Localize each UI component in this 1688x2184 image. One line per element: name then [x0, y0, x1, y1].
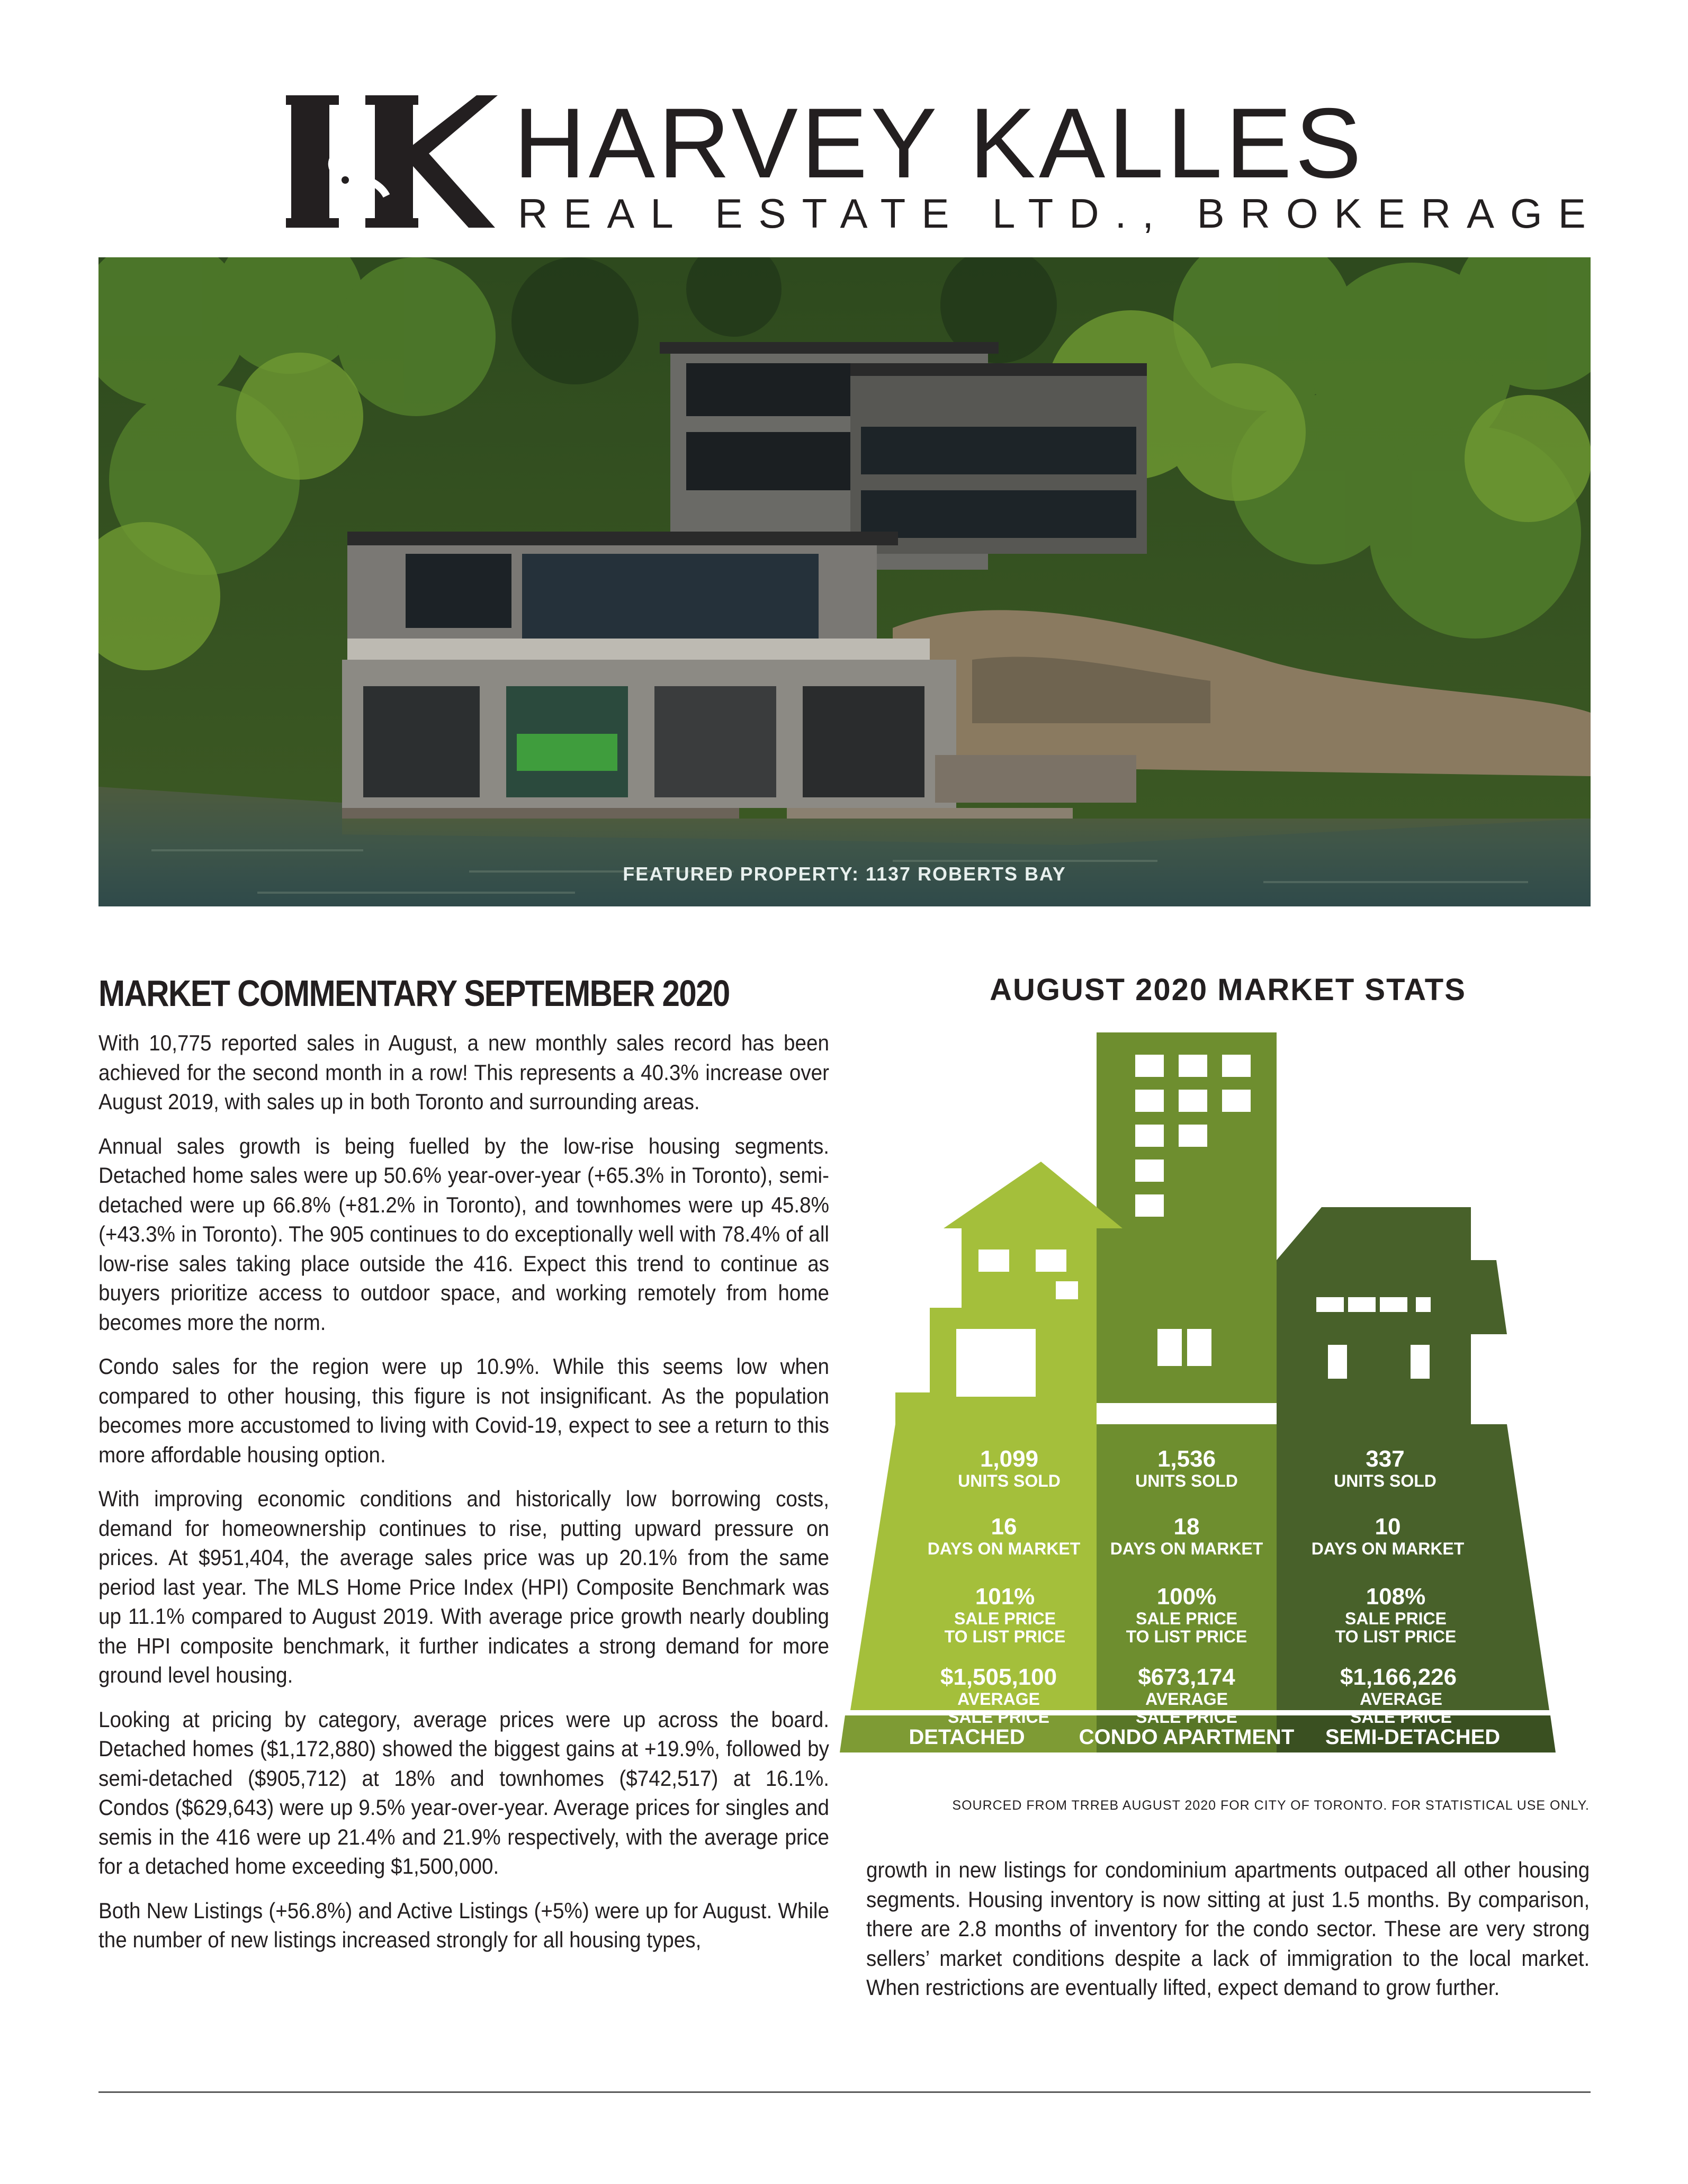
- avg-label-1: AVERAGE: [957, 1689, 1040, 1709]
- semi-dom: 10: [1375, 1514, 1401, 1540]
- featured-property-photo: [98, 257, 1591, 906]
- detached-ratio: 101%: [975, 1584, 1035, 1610]
- lakefront-house-image: [98, 257, 1591, 906]
- ratio-label-1: SALE PRICE: [1344, 1609, 1447, 1628]
- semi-house-shape: [1277, 1207, 1507, 1424]
- commentary-paragraph: Both New Listings (+56.8%) and Active Listings (+5%) were up for August. While the number of new listings increased strongly for all housing types,: [98, 1898, 829, 1952]
- commentary-continuation: growth in new listings for condominium apartments outpaced all other housing segments. Housing inventory is now sitting at just 1.5 months. By comparison, there are 2.8 months of inventory for the condo sector. These are very strong sellers’ market conditions despite a lack of immigration to the local market. When restrictions are eventually lifted, expect demand to grow further.: [866, 1857, 1590, 2000]
- avg-label-2: SALE PRICE: [947, 1707, 1050, 1727]
- condo-name: CONDO APARTMENT: [1079, 1725, 1295, 1749]
- commentary-paragraph: Annual sales growth is being fuelled by the low-rise housing segments. Detached home sales were up 50.6% year-over-year (+65.3% in Toronto), semi-detached were up 66.8% (+81.2% in Toronto), and townhomes were up 45.8% (+43.3% in Toronto). The 905 continues to do exceptionally well with 78.4% of all low-rise sales taking place outside the 416. Expect this trend to continue as buyers prioritize access to outdoor space, and working remotely from home becomes more the norm.: [98, 1133, 829, 1335]
- avg-label-1: AVERAGE: [1360, 1689, 1442, 1709]
- brand-logo: [286, 87, 1602, 237]
- commentary-title: MARKET COMMENTARY SEPTEMBER 2020: [98, 973, 730, 1014]
- ratio-label-2: TO LIST PRICE: [1126, 1627, 1247, 1646]
- commentary-paragraph: Condo sales for the region were up 10.9%. While this seems low when compared to other housing, this figure is not insignificant. As the population becomes more accustomed to living with Covid-19, expect to see a return to this more affordable housing option.: [98, 1354, 829, 1467]
- ratio-label-2: TO LIST PRICE: [1335, 1627, 1457, 1646]
- avg-label-2: SALE PRICE: [1350, 1707, 1452, 1727]
- units-label: UNITS SOLD: [1135, 1471, 1238, 1490]
- condo-building-shape: [1097, 1032, 1277, 1403]
- detached-dom: 16: [991, 1514, 1017, 1540]
- stats-title: AUGUST 2020 MARKET STATS: [990, 973, 1466, 1007]
- detached-avg: $1,505,100: [940, 1664, 1057, 1690]
- detached-name: DETACHED: [909, 1725, 1025, 1749]
- stats-source-note: SOURCED FROM TRREB AUGUST 2020 FOR CITY OF TORONTO. FOR STATISTICAL USE ONLY.: [952, 1798, 1590, 1813]
- commentary-paragraph: Looking at pricing by category, average prices were up across the board. Detached homes ($1,172,880) showed the biggest gains at +19.9%, followed by semi-detached ($905,712) at 18% and townhomes ($742,517) at 16.1%. Condos ($629,643) were up 9.5% year-over-year. Average prices for singles and semis in the 416 were up 21.4% and 21.9% respectively, with the average price for a detached home exceeding $1,500,000.: [98, 1706, 829, 1879]
- commentary-paragraph: With 10,775 reported sales in August, a new monthly sales record has been achieved for the second month in a row! This represents a 40.3% increase over August 2019, with sales up in both Toronto and surrounding areas.: [98, 1030, 829, 1114]
- condo-ratio: 100%: [1156, 1584, 1217, 1610]
- commentary-right-column: [866, 1855, 1590, 2017]
- brand-name: HARVEY KALLES: [514, 87, 1365, 199]
- condo-avg: $673,174: [1138, 1664, 1235, 1690]
- condo-dom: 18: [1173, 1514, 1200, 1540]
- dom-label: DAYS ON MARKET: [927, 1539, 1081, 1558]
- commentary-left-column: [98, 1028, 829, 1970]
- semi-ratio: 108%: [1366, 1584, 1426, 1610]
- market-stats-graphic: [787, 1032, 1565, 1758]
- commentary-paragraph: With improving economic conditions and historically low borrowing costs, demand for homeownership continues to rise, putting upward pressure on prices. At $951,404, the average sales price was up 20.1% from the same period last year. The MLS Home Price Index (HPI) Composite Benchmark was up 11.1% compared to August 2019. With average price growth nearly doubling the HPI composite benchmark, it further indicates a strong demand for more ground level housing.: [98, 1486, 829, 1687]
- hk-monogram-icon: [286, 95, 498, 233]
- avg-label-2: SALE PRICE: [1135, 1707, 1238, 1727]
- dom-label: DAYS ON MARKET: [1311, 1539, 1465, 1558]
- dom-label: DAYS ON MARKET: [1110, 1539, 1263, 1558]
- condo-units: 1,536: [1157, 1446, 1216, 1472]
- units-label: UNITS SOLD: [958, 1471, 1061, 1490]
- bottom-divider: [98, 2091, 1591, 2093]
- semi-name: SEMI-DETACHED: [1325, 1725, 1501, 1749]
- ratio-label-2: TO LIST PRICE: [944, 1627, 1066, 1646]
- avg-label-1: AVERAGE: [1145, 1689, 1228, 1709]
- semi-avg: $1,166,226: [1340, 1664, 1457, 1690]
- ratio-label-1: SALE PRICE: [1135, 1609, 1238, 1628]
- photo-caption: FEATURED PROPERTY: 1137 ROBERTS BAY: [623, 863, 1066, 885]
- brand-subtitle: REAL ESTATE LTD., BROKERAGE: [518, 190, 1602, 237]
- units-label: UNITS SOLD: [1334, 1471, 1436, 1490]
- detached-units: 1,099: [980, 1446, 1039, 1472]
- semi-units: 337: [1366, 1446, 1405, 1472]
- ratio-label-1: SALE PRICE: [954, 1609, 1056, 1628]
